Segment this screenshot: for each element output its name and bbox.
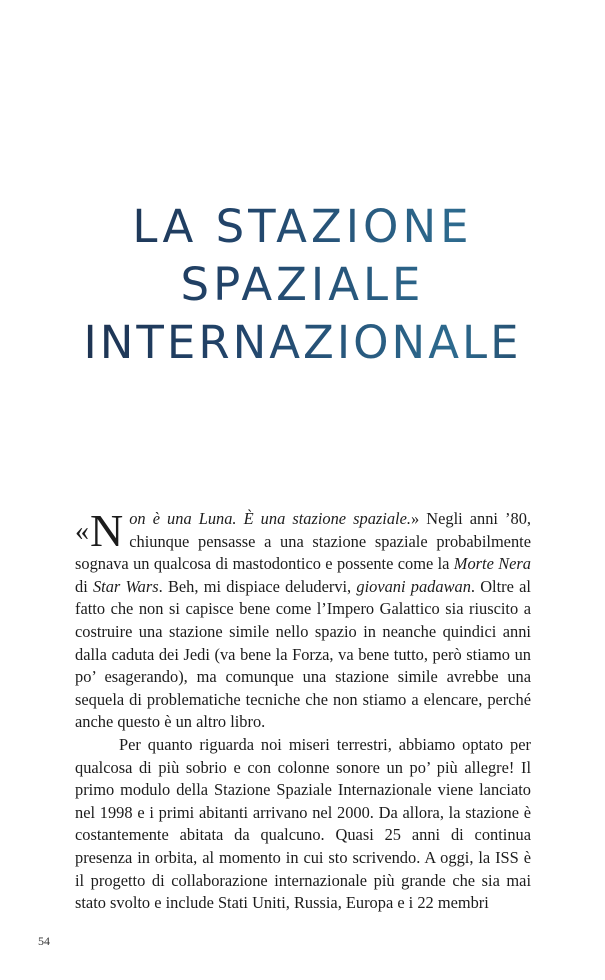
emphasis-giovani-padawan: giovani padawan bbox=[356, 576, 471, 596]
body-text bbox=[75, 505, 532, 915]
paragraph-1-segment-4: . Oltre al fatto che non si capisce bene come l’Impero Galattico sia riuscito a costruire una stazione simile nello spazio in neanche quindici anni dalla caduta dei Jedi (va bene la Forza, va bene tutto, però stiamo un po’ esagerando), ma comunque una stazione simile avrebbe una sequela di problematiche tecniche che non stiamo a elencare, perché anche questo è un altro libro. bbox=[75, 576, 531, 732]
epigraph-quote: on è una Luna. È una stazione spaziale. bbox=[129, 509, 411, 528]
paragraph-1-segment-3: . Beh, mi dispiace deludervi, bbox=[158, 576, 357, 596]
chapter-title bbox=[0, 198, 605, 372]
page-number: 54 bbox=[38, 934, 50, 948]
emphasis-star-wars: Star Wars bbox=[92, 576, 159, 596]
opening-initial bbox=[75, 505, 124, 556]
opening-quote-mark: « bbox=[75, 516, 89, 547]
paragraph-2: Per quanto riguarda noi miseri terrestri, abbiamo optato per qualcosa di più sobrio e con colonne sonore un po’ più allegre! Il primo modulo della Stazione Spaziale Internazionale viene lanciato nel 1998 e i primi abitanti arrivano nel 2000. Da allora, la stazione è costantemente abitata da qualcuno. Quasi 25 anni di continua presenza in orbita, al momento in cui sto scrivendo. A oggi, la ISS è il progetto di collaborazione internazionale più grande che sia mai stato svolto e include Stati Uniti, Russia, Europa e i 22 membri bbox=[75, 734, 531, 913]
epigraph-close-mark: » bbox=[410, 509, 420, 528]
chapter-title-line-1: LA STAZIONE bbox=[0, 198, 605, 256]
paragraph-1-segment-1: Negli anni ’80, chiunque pensasse a una stazione spaziale probabilmente sognava un qualcosa di mastodontico e possente come la bbox=[75, 509, 532, 574]
paragraph-1 bbox=[75, 505, 532, 734]
paragraph-1-segment-2: di bbox=[75, 576, 93, 596]
chapter-title-line-2: SPAZIALE bbox=[0, 256, 605, 314]
chapter-title-line-3: INTERNAZIONALE bbox=[0, 314, 605, 372]
emphasis-morte-nera: Morte Nera bbox=[453, 554, 531, 574]
drop-cap: N bbox=[90, 505, 124, 556]
